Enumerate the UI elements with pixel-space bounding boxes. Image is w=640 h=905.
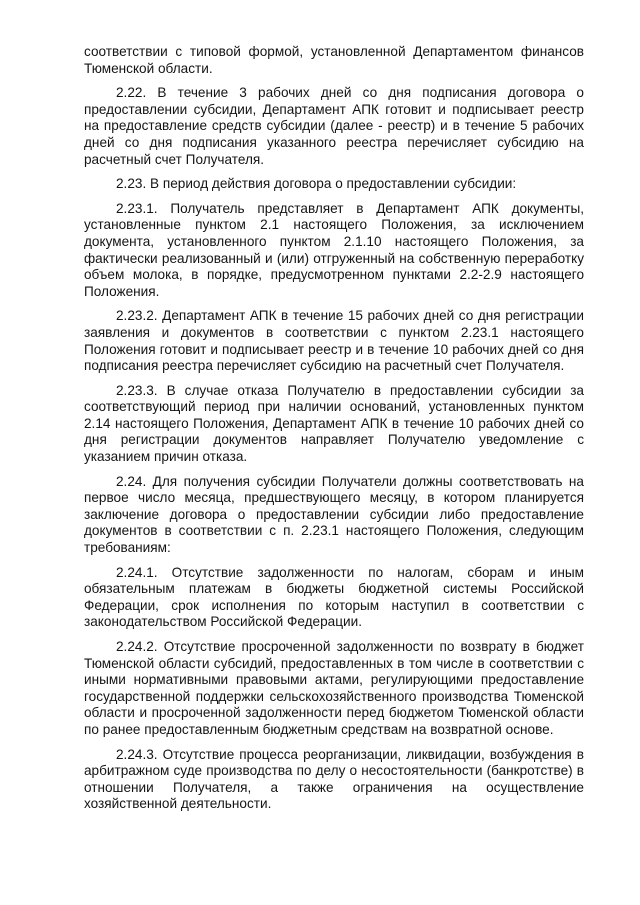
paragraph-2-22: 2.22. В течение 3 рабочих дней со дня подписания договора о предоставлении субсидии, Департамент АПК готовит и подписывает реестр на предоставление средств субсидии (далее - реестр) и в течение 5 рабочих дней со дня подписания указанного реестра перечисляет субсидию на расчетный счет Получателя.	[84, 85, 584, 167]
paragraph-2-24-1: 2.24.1. Отсутствие задолженности по налогам, сборам и иным обязательным платежам в бюджеты бюджетной системы Российской Федерации, срок исполнения по которым наступил в соответствии с законодательством Российской Федерации.	[84, 564, 584, 630]
paragraph-2-23-3: 2.23.3. В случае отказа Получателю в предоставлении субсидии за соответствующий период при наличии оснований, установленных пунктом 2.14 настоящего Положения, Департамент АПК в течение 10 рабочих дней со дня регистрации документов направляет Получателю уведомление с указанием причин отказа.	[84, 382, 584, 465]
paragraph-continuation: соответствии с типовой формой, установленной Департаментом финансов Тюменской области.	[84, 44, 584, 76]
paragraph-2-24-3: 2.24.3. Отсутствие процесса реорганизации, ликвидации, возбуждения в арбитражном суде производства по делу о несостоятельности (банкротстве) в отношении Получателя, а также ограничения на осуществление хозяйственной деятельности.	[84, 746, 584, 812]
paragraph-2-24-2: 2.24.2. Отсутствие просроченной задолженности по возврату в бюджет Тюменской области субсидий, предоставленных в том числе в соответствии с иными нормативными правовыми актами, регулирующими предоставление государственной поддержки сельскохозяйственного производства Тюменской области и просроченной задолженности перед бюджетом Тюменской области по ранее предоставленным бюджетным средствам на возвратной основе.	[84, 639, 584, 737]
paragraph-2-23: 2.23. В период действия договора о предоставлении субсидии:	[116, 176, 517, 192]
paragraph-2-23-1: 2.23.1. Получатель представляет в Департамент АПК документы, установленные пунктом 2.1 настоящего Положения, за исключением документа, установленного пунктом 2.1.10 настоящего Положения, за фактически реализованный и (или) отгруженный на собственную переработку объем молока, в порядке, предусмотренном пунктами 2.2-2.9 настоящего Положения.	[84, 200, 584, 299]
paragraph-2-23-2: 2.23.2. Департамент АПК в течение 15 рабочих дней со дня регистрации заявления и документов в соответствии с пунктом 2.23.1 настоящего Положения готовит и подписывает реестр и в течение 10 рабочих дней со дня подписания реестра перечисляет субсидию на расчетный счет Получателя.	[84, 308, 584, 374]
document-page	[84, 44, 584, 821]
paragraph-2-24: 2.24. Для получения субсидии Получатели должны соответствовать на первое число месяца, предшествующего месяцу, в котором планируется заключение договора о предоставлении субсидии либо предоставление документов в соответствии с п. 2.23.1 настоящего Положения, следующим требованиям:	[84, 473, 584, 556]
